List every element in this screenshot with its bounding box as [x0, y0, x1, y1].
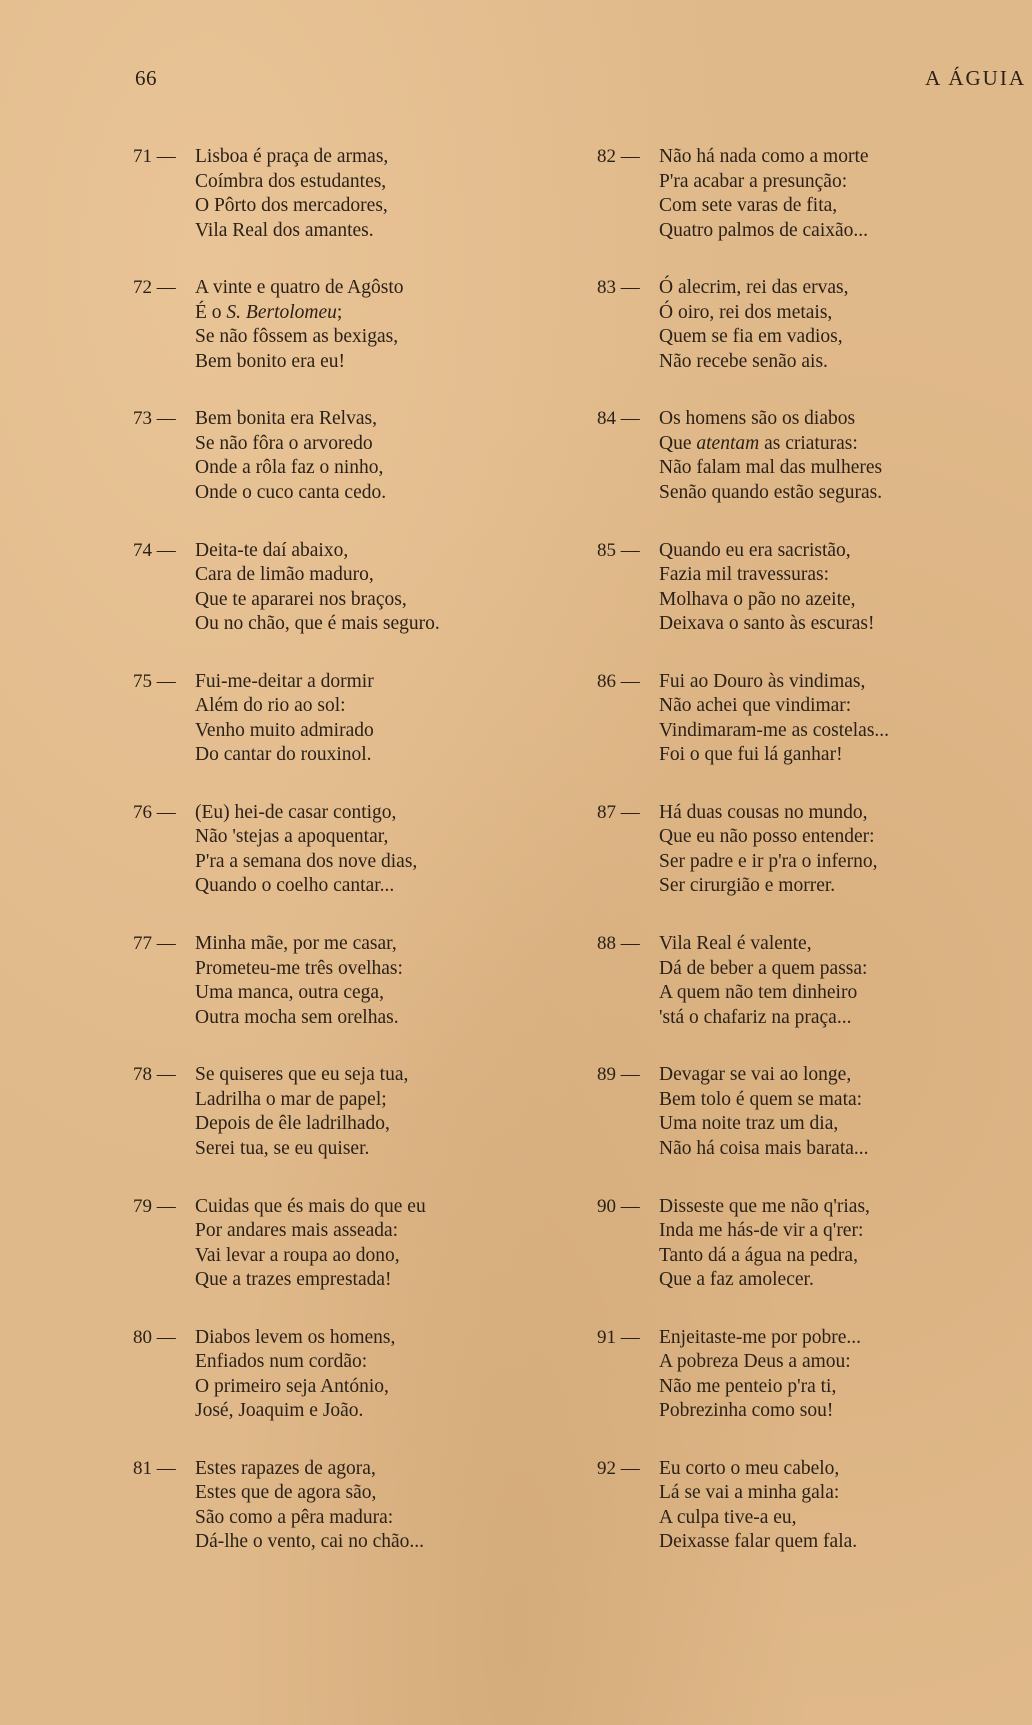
verse-line: Ó alecrim, rei das ervas, [659, 277, 849, 299]
verse-line: Disseste que me não q'rias, [659, 1195, 870, 1217]
left-column [133, 145, 553, 1588]
quatrain [597, 1195, 1017, 1326]
verse-line: Não me penteio p'ra ti, [659, 1375, 837, 1397]
quatrain-number: 77 — [133, 933, 176, 955]
quatrain-number: 71 — [133, 146, 176, 167]
quatrain-number: 87 — [597, 801, 640, 823]
quatrain-lines [195, 1063, 408, 1161]
quatrain [597, 670, 1017, 801]
italic-word: S. Bertolomeu [226, 301, 337, 323]
quatrain [133, 801, 553, 932]
quatrain-number: 92 — [597, 1457, 640, 1479]
verse-line: A vinte e quatro de Agôsto [195, 277, 404, 299]
verse-line: Depois de êle ladrilhado, [195, 1113, 390, 1135]
quatrain-number: 83 — [597, 277, 640, 299]
verse-line: Devagar se vai ao longe, [659, 1064, 852, 1086]
verse-line: Por andares mais asseada: [195, 1220, 399, 1241]
verse-line: Quem se fia em vadios, [659, 326, 843, 348]
verse-line: Não há coisa mais barata... [659, 1137, 869, 1159]
quatrain-number: 86 — [597, 670, 640, 692]
verse-line: Enjeitaste-me por pobre... [659, 1326, 861, 1348]
verse-line: Enfiados num cordão: [195, 1351, 368, 1373]
verse-line: Se não fôssem as bexigas, [195, 326, 399, 348]
verse-line: Uma noite traz um dia, [659, 1113, 839, 1135]
quatrain-number: 80 — [133, 1326, 176, 1348]
verse-line: Quando eu era sacristão, [659, 539, 851, 561]
quatrain [133, 276, 553, 407]
verse-line: Ser cirurgião e morrer. [659, 875, 836, 897]
quatrain-lines [659, 276, 849, 374]
verse-line: Do cantar do rouxinol. [195, 744, 372, 766]
quatrain-lines [195, 1195, 426, 1293]
verse-line: P'ra a semana dos nove dias, [195, 850, 418, 872]
quatrain [133, 670, 553, 801]
quatrain-lines [195, 1457, 424, 1555]
verse-line: Não falam mal das mulheres [659, 457, 883, 479]
verse-line: São como a pêra madura: [195, 1506, 394, 1528]
quatrain-lines [659, 1457, 857, 1555]
quatrain-lines [659, 1326, 861, 1424]
verse-line: Onde a rôla faz o ninho, [195, 457, 384, 479]
quatrain [133, 407, 553, 538]
verse-line: A quem não tem dinheiro [659, 982, 858, 1004]
quatrain [597, 1326, 1017, 1457]
verse-line: Com sete varas de fita, [659, 195, 838, 216]
verse-line: Que a faz amolecer. [659, 1269, 814, 1290]
quatrain-lines [195, 539, 440, 637]
verse-line: Lisboa é praça de armas, [195, 146, 389, 167]
verse-line: Diabos levem os homens, [195, 1326, 396, 1348]
verse-line: Quando o coelho cantar... [195, 875, 395, 897]
quatrain [597, 276, 1017, 407]
verse-line: Fazia mil travessuras: [659, 564, 830, 586]
verse-line: Quatro palmos de caixão... [659, 219, 869, 241]
verse-line: Estes que de agora são, [195, 1482, 377, 1504]
quatrain-lines [659, 1195, 870, 1293]
quatrain-number: 72 — [133, 277, 176, 299]
verse-line: Tanto dá a água na pedra, [659, 1244, 858, 1266]
verse-line: Dá de beber a quem passa: [659, 957, 868, 979]
running-title: A ÁGUIA [925, 66, 1026, 90]
verse-line: Ladrilha o mar de papel; [195, 1088, 387, 1110]
verse-line: O primeiro seja António, [195, 1375, 389, 1397]
verse-line: Que eu não posso entender: [659, 826, 875, 848]
quatrain [133, 1195, 553, 1326]
quatrain-lines [659, 145, 869, 243]
verse-line: Deita-te daí abaixo, [195, 539, 349, 561]
verse-line: Além do rio ao sol: [195, 695, 346, 717]
verse-line: Não achei que vindimar: [659, 695, 852, 717]
verse-line: Os homens são os diabos [659, 408, 856, 430]
verse-line: Lá se vai a minha gala: [659, 1482, 840, 1504]
verse-line: É o S. Bertolomeu; [195, 301, 343, 323]
quatrain-lines [195, 276, 404, 374]
verse-line: Deixava o santo às escuras! [659, 613, 875, 635]
verse-line: Não há nada como a morte [659, 146, 869, 167]
verse-line: Vindimaram-me as costelas... [659, 719, 890, 741]
quatrain [597, 407, 1017, 538]
quatrain [597, 145, 1017, 276]
verse-line: Bem bonito era eu! [195, 350, 345, 372]
verse-line: Molhava o pão no azeite, [659, 588, 856, 610]
quatrain-lines [195, 1326, 395, 1424]
verse-line: Foi o que fui lá ganhar! [659, 744, 843, 766]
verse-line: Ser padre e ir p'ra o inferno, [659, 850, 878, 872]
quatrain-number: 88 — [597, 933, 640, 955]
quatrain-lines [659, 539, 875, 637]
page-header [0, 66, 1032, 96]
quatrain-number: 73 — [133, 408, 176, 430]
quatrain-number: 84 — [597, 408, 640, 430]
quatrain-number: 81 — [133, 1457, 176, 1479]
verse-line: Onde o cuco canta cedo. [195, 481, 387, 503]
verse-line: Cuidas que és mais do que eu [195, 1195, 426, 1217]
verse-line: Eu corto o meu cabelo, [659, 1457, 840, 1479]
verse-line: Deixasse falar quem fala. [659, 1531, 858, 1553]
verse-line: Que te apararei nos braços, [195, 588, 407, 610]
quatrain-lines [659, 407, 882, 505]
verse-line: Se não fôra o arvoredo [195, 432, 373, 454]
verse-line: A culpa tive-a eu, [659, 1506, 797, 1528]
quatrain-number: 78 — [133, 1064, 176, 1086]
quatrain [133, 932, 553, 1063]
quatrain-number: 75 — [133, 670, 176, 692]
quatrain-number: 89 — [597, 1064, 640, 1086]
verse-line: Uma manca, outra cega, [195, 982, 384, 1004]
page-number: 66 [135, 66, 157, 90]
verse-line: Se quiseres que eu seja tua, [195, 1064, 409, 1086]
verse-line: Vila Real dos amantes. [195, 219, 374, 241]
verse-line: Vila Real é valente, [659, 933, 812, 955]
quatrain [133, 1326, 553, 1457]
verse-line: Minha mãe, por me casar, [195, 933, 397, 955]
verse-line: Inda me hás-de vir a q'rer: [659, 1220, 864, 1241]
quatrain-lines [659, 932, 867, 1030]
italic-word: atentam [696, 432, 760, 454]
verse-line: Bem tolo é quem se mata: [659, 1088, 863, 1110]
verse-line: Não 'stejas a apoquentar, [195, 826, 389, 848]
verse-line: Ó oiro, rei dos metais, [659, 301, 833, 323]
verse-line: 'stá o chafariz na praça... [659, 1006, 852, 1028]
quatrain-lines [195, 801, 417, 899]
verse-line: Venho muito admirado [195, 719, 374, 741]
verse-line: Que a trazes emprestada! [195, 1269, 392, 1290]
verse-line: Serei tua, se eu quiser. [195, 1137, 370, 1159]
quatrain-lines [195, 145, 388, 243]
verse-line: Há duas cousas no mundo, [659, 801, 868, 823]
quatrain-number: 91 — [597, 1326, 640, 1348]
verse-line: Dá-lhe o vento, cai no chão... [195, 1531, 425, 1553]
right-column [597, 145, 1017, 1588]
quatrain [597, 539, 1017, 670]
verse-line: Cara de limão maduro, [195, 564, 374, 586]
verse-line: Estes rapazes de agora, [195, 1457, 376, 1479]
verse-line: Vai levar a roupa ao dono, [195, 1244, 400, 1266]
verse-line: Que atentam as criaturas: [659, 432, 858, 454]
quatrain-lines [659, 670, 889, 768]
quatrain-number: 74 — [133, 539, 176, 561]
verse-line: Não recebe senão ais. [659, 350, 828, 372]
quatrain-lines [659, 801, 877, 899]
quatrain [133, 1063, 553, 1194]
verse-line: O Pôrto dos mercadores, [195, 195, 388, 216]
verse-line: (Eu) hei-de casar contigo, [195, 801, 397, 823]
verse-line: Ou no chão, que é mais seguro. [195, 613, 440, 635]
quatrain-lines [659, 1063, 869, 1161]
quatrain [133, 145, 553, 276]
quatrain [133, 539, 553, 670]
quatrain [597, 801, 1017, 932]
quatrain-lines [195, 670, 374, 768]
quatrain [597, 1063, 1017, 1194]
quatrain-number: 79 — [133, 1195, 176, 1217]
verse-line: Senão quando estão seguras. [659, 481, 883, 503]
quatrain [597, 932, 1017, 1063]
verse-line: Bem bonita era Relvas, [195, 408, 377, 430]
quatrain [133, 1457, 553, 1588]
verse-line: Coímbra dos estudantes, [195, 170, 387, 192]
quatrain-lines [195, 932, 403, 1030]
quatrain-lines [195, 407, 386, 505]
verse-line: Fui ao Douro às vindimas, [659, 670, 866, 692]
quatrain-number: 76 — [133, 801, 176, 823]
verse-line: A pobreza Deus a amou: [659, 1351, 851, 1373]
verse-line: José, Joaquim e João. [195, 1400, 364, 1422]
quatrain [597, 1457, 1017, 1588]
verse-line: Outra mocha sem orelhas. [195, 1006, 399, 1028]
verse-line: Prometeu-me três ovelhas: [195, 957, 403, 979]
quatrain-number: 85 — [597, 539, 640, 561]
quatrain-number: 90 — [597, 1195, 640, 1217]
verse-line: Fui-me-deitar a dormir [195, 670, 374, 692]
verse-line: Pobrezinha como sou! [659, 1400, 834, 1422]
verse-line: P'ra acabar a presunção: [659, 170, 848, 192]
quatrain-number: 82 — [597, 146, 640, 167]
